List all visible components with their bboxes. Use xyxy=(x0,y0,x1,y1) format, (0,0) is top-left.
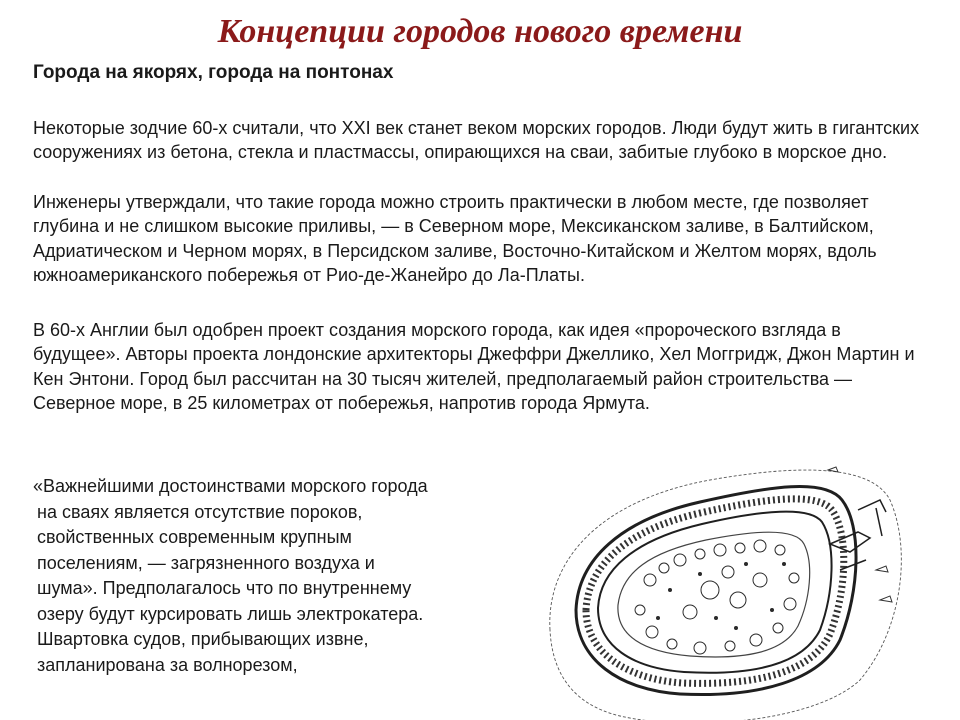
slide-subtitle: Города на якорях, города на понтонах xyxy=(33,62,394,83)
paragraph-2: Инженеры утверждали, что такие города можно строить практически в любом месте, где позволяет глубина и не слишком высокие приливы, — в Северном море, Мексиканском заливе, в Балтийском, Адриатическом и Черном морях, в Персидском заливе, Восточно-Китайском и Желтом морях, вдоль южноамериканского побережья от Рио-де-Жанейро до Ла-Платы. xyxy=(33,192,877,286)
quote-line: запланирована за волнорезом, xyxy=(37,654,298,675)
quote-line: «Важнейшими достоинствами морского города xyxy=(33,476,428,496)
paragraph-3: В 60-х Англии был одобрен проект создания морского города, как идея «пророческого взгляда в будущее». Авторы проекта лондонские архитекторы Джеффри Джеллико, Хел Моггридж, Джон Мартин и Кен Энтони. Город был рассчитан на 30 тысяч жителей, предполагаемый район строительства — Северное море, в 25 километрах от побережья, напротив города Ярмута. xyxy=(33,320,915,414)
quote-line: озеру будут курсировать лишь электрокатера. xyxy=(37,603,424,624)
slide-title: Концепции городов нового времени xyxy=(217,13,743,50)
quote-line: шума». Предполагалось что по внутреннему xyxy=(37,578,412,598)
paragraph-1: Некоторые зодчие 60-х считали, что XXI век станет веком морских городов. Люди будут жить в гигантских сооружениях из бетона, стекла и пластмассы, опирающихся на сваи, забитые глубоко в морское дно. xyxy=(33,118,920,163)
quote-line: на сваях является отсутствие пороков, xyxy=(37,501,363,522)
quote-line: поселениям, — загрязненного воздуха и xyxy=(37,552,375,573)
quote-line: свойственных современным крупным xyxy=(37,527,352,547)
quote-line: Швартовка судов, прибывающих извне, xyxy=(37,629,369,649)
quote-block xyxy=(33,474,513,678)
sea-city-plan-drawing xyxy=(540,440,920,720)
